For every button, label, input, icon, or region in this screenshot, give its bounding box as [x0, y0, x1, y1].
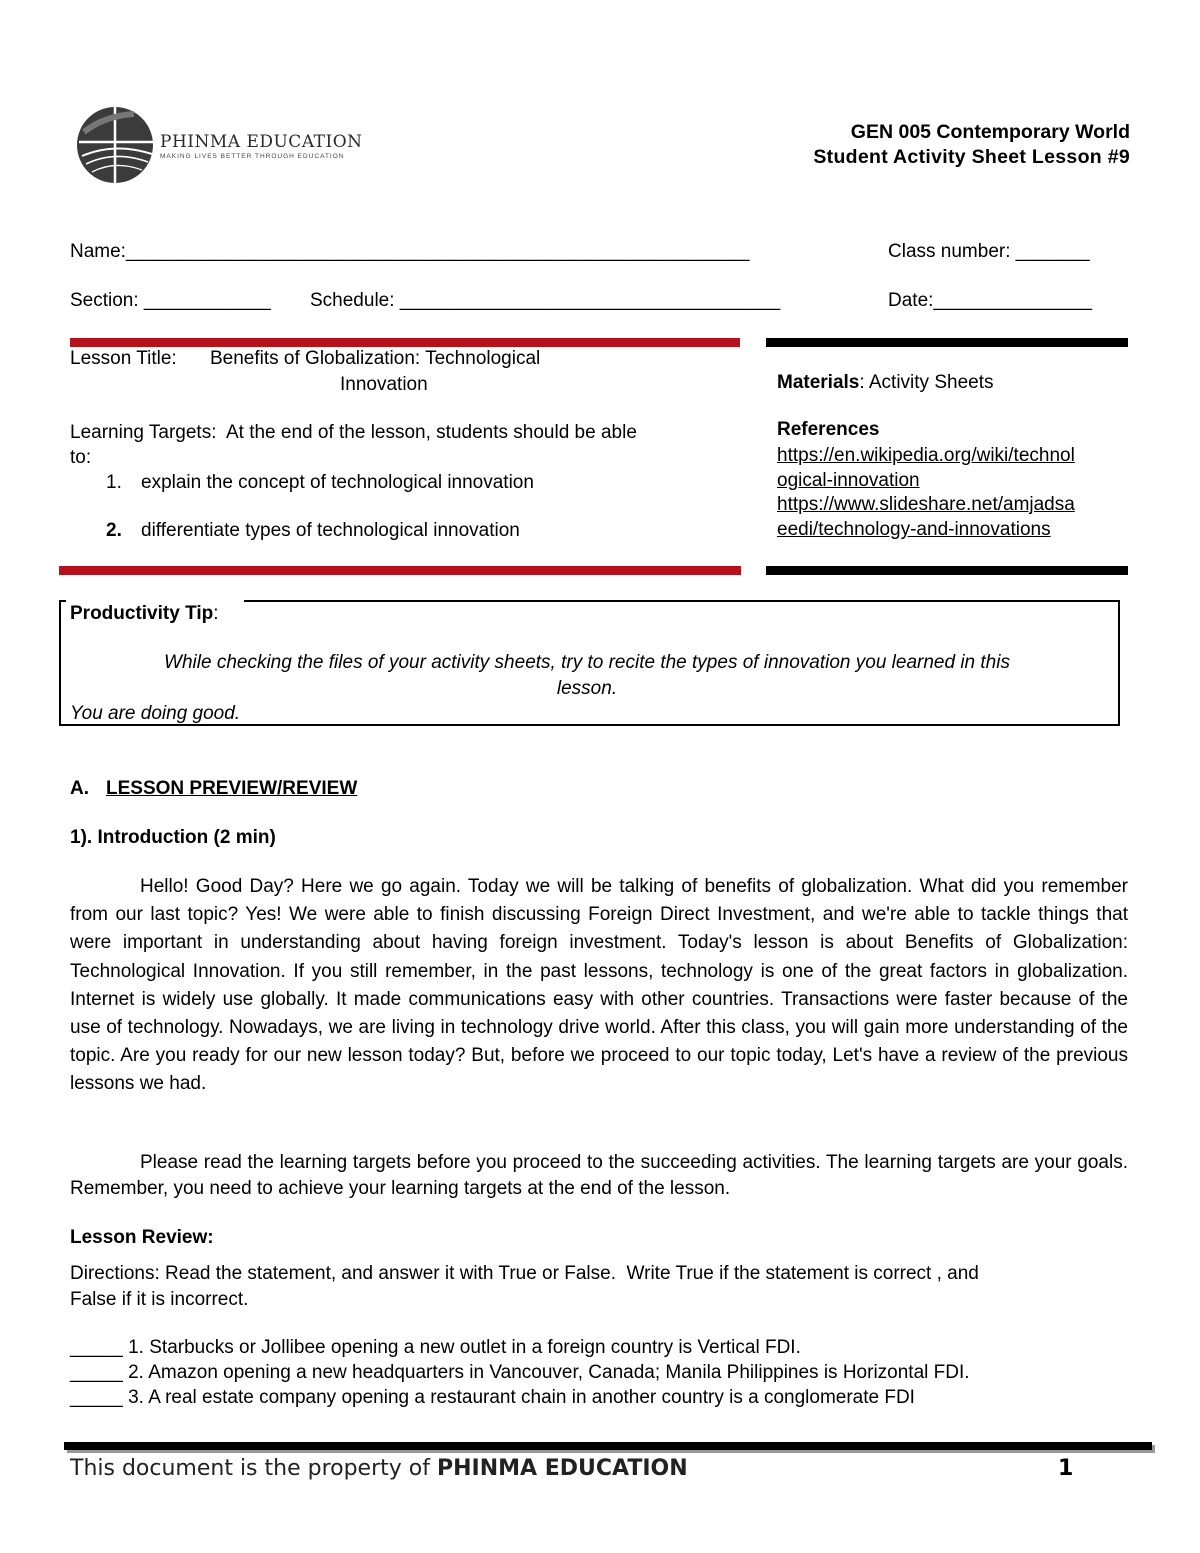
- page-number: 1: [1058, 1456, 1074, 1481]
- lesson-title: Benefits of Globalization: Technological: [210, 348, 541, 369]
- course-title: GEN 005 Contemporary World: [850, 121, 1130, 143]
- review-item[interactable]: _____ 1. Starbucks or Jollibee opening a new outlet in a foreign country is Vertical FDI.: [70, 1337, 801, 1358]
- logo-wordmark: PHINMA EDUCATION: [160, 132, 363, 152]
- tip-text-cont: lesson.: [556, 678, 618, 699]
- footer-ownership: [70, 1456, 688, 1481]
- review-item[interactable]: _____ 3. A real estate company opening a restaurant chain in another country is a conglomerate FDI: [70, 1387, 915, 1408]
- review-item[interactable]: _____ 2. Amazon opening a new headquarters in Vancouver, Canada; Manila Philippines is Horizontal FDI.: [70, 1362, 970, 1383]
- footer-prefix: This document is the property of: [70, 1456, 437, 1481]
- schedule-field[interactable]: Schedule: ____________________________________: [310, 290, 781, 311]
- directions-text-cont: False if it is incorrect.: [70, 1289, 249, 1310]
- lesson-title-cont: Innovation: [340, 374, 428, 395]
- target-2-number: 2.: [106, 520, 122, 541]
- introduction-paragraph: Hello! Good Day? Here we go again. Today we will be talking of benefits of globalization. What did you remember from our last topic? Yes! We were able to finish discussing Foreign Direct Investment, and we're able to tackle things that were important in understanding about having foreign investment. Today's lesson is about Benefits of Globalization: Technological Innovation. If you still remember, in the past lessons, technology is one of the great factors in globalization. Internet is widely use globally. It made communications easy with other countries. Transactions were faster because of the use of technology. Nowadays, we are living in technology drive world. After this class, you will gain more understanding of the topic. Are you ready for our new lesson today? But, before we proceed to our topic today, Let's have a review of the previous lessons we had.: [70, 876, 1128, 1095]
- tip-encouragement: You are doing good.: [70, 703, 241, 724]
- productivity-tip-label: Productivity Tip: [70, 603, 214, 624]
- logo-globe-icon: [74, 104, 156, 186]
- date-field[interactable]: Date:_______________: [888, 290, 1092, 311]
- section-a-letter: A.: [70, 778, 89, 799]
- reference-link-1[interactable]: https://en.wikipedia.org/wiki/technol: [777, 445, 1075, 466]
- reference-link-2[interactable]: https://www.slideshare.net/amjadsa: [777, 494, 1075, 515]
- lesson-review-heading: Lesson Review:: [70, 1227, 214, 1248]
- footer-divider: [64, 1442, 1152, 1450]
- top-divider-red: [70, 338, 740, 347]
- class-number-field[interactable]: Class number: _______: [888, 241, 1090, 262]
- section-a-title: LESSON PREVIEW/REVIEW: [106, 778, 358, 799]
- bottom-divider-red: [59, 566, 741, 575]
- top-divider-black: [766, 338, 1128, 347]
- phinma-logo: [74, 104, 363, 186]
- tip-box-border: [244, 600, 1118, 602]
- tip-box-border: [59, 600, 66, 602]
- target-2: differentiate types of technological innovation: [141, 520, 520, 541]
- learning-targets-paragraph: Please read the learning targets before you proceed to the succeeding activities. The learning targets are your goals. Remember, you need to achieve your learning targets at the end of the lesson.: [70, 1152, 1128, 1199]
- target-1: explain the concept of technological innovation: [141, 472, 534, 493]
- introduction-heading: 1). Introduction (2 min): [70, 827, 276, 848]
- name-field[interactable]: Name:___________________________________________________________: [70, 241, 750, 262]
- section-field[interactable]: Section: ____________: [70, 290, 271, 311]
- lesson-title-label: Lesson Title:: [70, 348, 177, 369]
- footer-owner: PHINMA EDUCATION: [436, 1456, 688, 1481]
- directions-text: Directions: Read the statement, and answer it with True or False. Write True if the statement is correct , and: [70, 1263, 979, 1284]
- materials-label: Materials: [777, 372, 860, 393]
- sheet-title: Student Activity Sheet Lesson #9: [813, 146, 1130, 168]
- logo-tagline: MAKING LIVES BETTER THROUGH EDUCATION: [160, 153, 345, 160]
- materials: [777, 372, 994, 394]
- bottom-divider-black: [766, 566, 1128, 575]
- reference-link-2-cont[interactable]: eedi/technology-and-innovations: [777, 519, 1051, 540]
- tip-colon: :: [213, 603, 219, 624]
- target-1-number: 1.: [106, 472, 122, 493]
- learning-targets: Learning Targets: At the end of the lesson, students should be able: [70, 422, 637, 443]
- productivity-tip-heading: [70, 603, 219, 625]
- materials-value: : Activity Sheets: [859, 372, 994, 393]
- reference-link-1-cont[interactable]: ogical-innovation: [777, 470, 920, 491]
- references-label: References: [777, 419, 880, 440]
- learning-targets-cont: to:: [70, 447, 92, 468]
- tip-text: While checking the files of your activity sheets, try to recite the types of innovation you learned in this: [164, 652, 1010, 673]
